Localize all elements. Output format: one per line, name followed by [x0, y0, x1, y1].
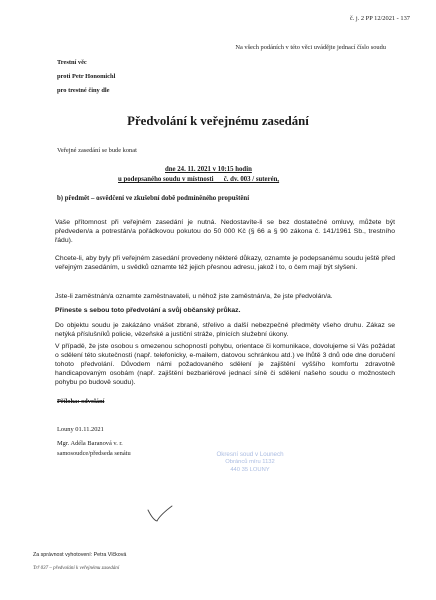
hearing-place: u podepsaného soudu v místnosti č. dv. 003 / suterén, [118, 176, 280, 183]
matter-type: Trestní věc [57, 59, 87, 66]
verification-note: Za správnost vyhotovení: Petra Vlčková [33, 552, 127, 558]
paragraph-evidence: Chcete-li, aby byly při veřejném zasedání provedeny některé důkazy, oznamte je podepsanému soudu ještě před veřejným zasedáním, u svědků oznamte též jejich přesnou adresu, jakož i to, o čem mají být slyšeni. [55, 255, 395, 271]
place-date: Louny 01.11.2021 [57, 426, 104, 433]
stamp-court-name: Okresní soud v Lounech [216, 451, 284, 458]
matter-defendant: proti Petr Honomichl [57, 73, 116, 80]
stamp-city: 440 35 LOUNY [230, 466, 270, 473]
signer-role: samosoudce/předseda senátu [57, 450, 131, 457]
hearing-intro: Veřejné zasedání se bude konat [57, 147, 137, 154]
paragraph-attendance: Vaše přítomnost při veřejném zasedání je nutná. Nedostavíte-li se bez dostatečné omluvy, můžete být předveden/a a potrestán/a pořádkovou pokutou do 50 000 Kč (§ 66 a § 90 zákona č. 141/1961 Sb., trestního řádu). [55, 219, 395, 244]
hearing-date: dne 24. 11. 2021 v 10:15 hodin [165, 166, 252, 173]
signer-name: Mgr. Adéla Baranová v. r. [57, 440, 123, 447]
hearing-subject: b) předmět – osvědčení ve zkušební době podmíněného propuštění [57, 195, 250, 202]
matter-offence: pro trestné činy dle [57, 87, 110, 94]
paragraph-id-card: Přineste s sebou toto předvolání a svůj občanský průkaz. [55, 307, 241, 314]
form-code: Trř 037 – předvolání k veřejnému zasedání [33, 566, 120, 571]
handwritten-signature-mark [145, 504, 175, 524]
stamp-street: Obránců míru 1132 [225, 459, 275, 465]
court-stamp [195, 451, 305, 474]
paragraph-weapons: Do objektu soudu je zakázáno vnášet zbraně, střelivo a další nebezpečné předměty všeho druhu. Zákaz se netýká příslušníků policie, vězeňské a justiční stráže, plnících služební úkony. [55, 322, 395, 338]
case-number: č. j. 2 PP 12/2021 - 137 [349, 15, 410, 22]
page-title: Předvolání k veřejnému zasedání [127, 114, 309, 128]
paragraph-accessibility: V případě, že jste osobou s omezenou schopností pohybu, orientace či komunikace, dovolujeme si Vás požádat o sdělení této skutečnosti (např. telefonicky, e-mailem, datovou schránkou atd.) ve lhůtě 3 dnů ode dne doručení tohoto předvolání. Důvodem námi požadovaného sdělení je zajištění vyššího komfortu zdravotně handicapovaným osobám (např. zajištění bezbariérové jednací síně či sdělení našeho soudu o možnostech pohybu po budově soudu). [55, 343, 395, 386]
paragraph-employer: Jste-li zaměstnán/a oznamte zaměstnavateli, u něhož jste zaměstnán/a, že jste předvolán/a. [55, 293, 333, 300]
case-number-notice: Na všech podáních v této věci uvádějte jednací číslo soudu [235, 44, 386, 51]
attachment-label: Příloha: odvolání [57, 398, 105, 405]
